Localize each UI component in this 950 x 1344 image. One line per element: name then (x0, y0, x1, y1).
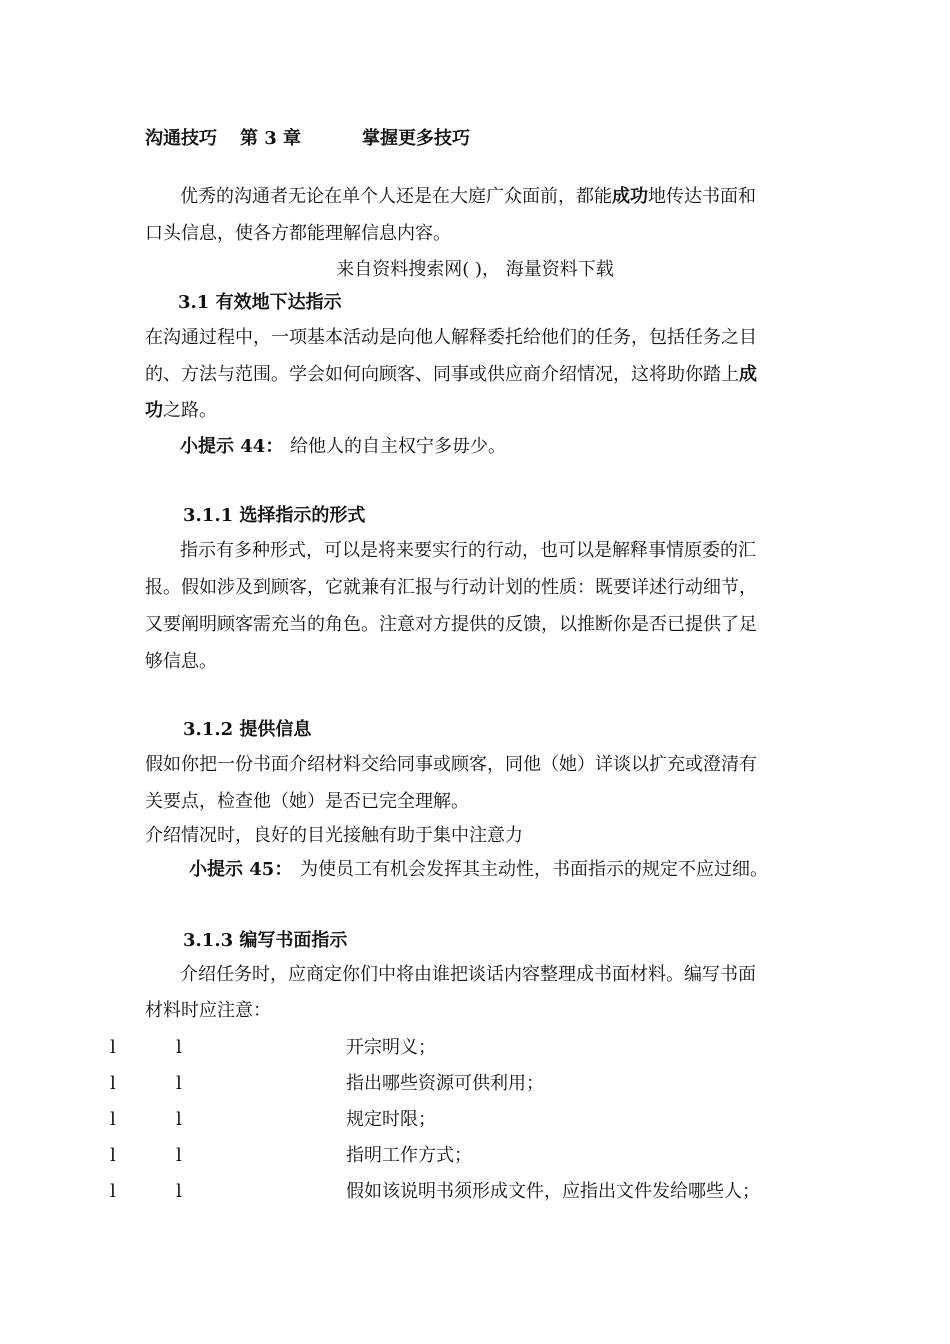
list-marker: l (176, 1181, 182, 1202)
header-chapter: 第 3 章 (240, 128, 302, 149)
list-marker: l (110, 1073, 116, 1094)
section-3-1-1-heading: 3.1.1 选择指示的形式 (183, 505, 366, 526)
section-3-1-line-3-emphasis: 功 (145, 400, 163, 421)
tip-45-label: 小提示 45： (189, 859, 293, 880)
section-3-1-1-line-3: 又要阐明顾客需充当的角色。注意对方提供的反馈，以推断你是否已提供了足 (145, 614, 757, 635)
list-item: 指出哪些资源可供利用； (346, 1073, 544, 1094)
section-3-1-line-3-text: 之路。 (163, 400, 217, 421)
list-marker: l (110, 1109, 116, 1130)
list-marker: l (176, 1037, 182, 1058)
section-3-1-2-line-3: 介绍情况时，良好的目光接触有助于集中注意力 (145, 825, 523, 846)
section-3-1-line-3 (145, 400, 217, 422)
list-marker: l (176, 1145, 182, 1166)
section-3-1-line-2 (145, 364, 757, 386)
section-3-1-2-line-1: 假如你把一份书面介绍材料交给同事或顾客，同他（她）详谈以扩充或澄清有 (145, 754, 757, 775)
section-3-1-line-1: 在沟通过程中，一项基本活动是向他人解释委托给他们的任务，包括任务之目 (145, 327, 757, 348)
section-3-1-2-line-2: 关要点，检查他（她）是否已完全理解。 (145, 791, 469, 812)
tip-44-label: 小提示 44： (180, 436, 284, 457)
section-3-1-line-2-emphasis: 成 (739, 364, 757, 385)
section-3-1-1-line-2: 报。假如涉及到顾客，它就兼有汇报与行动计划的性质：既要详述行动细节， (145, 577, 757, 598)
list-marker: l (110, 1145, 116, 1166)
header-book: 沟通技巧 (145, 128, 217, 149)
intro-emphasis: 成功 (612, 186, 648, 207)
list-item: 指明工作方式； (346, 1145, 472, 1166)
list-marker: l (110, 1181, 116, 1202)
intro-paragraph-line-2: 口头信息，使各方都能理解信息内容。 (145, 223, 451, 244)
section-3-1-3-heading: 3.1.3 编写书面指示 (183, 930, 348, 951)
list-item: 规定时限； (346, 1109, 436, 1130)
tip-44-text: 给他人的自主权宁多毋少。 (290, 436, 506, 457)
intro-paragraph-line-1 (180, 186, 756, 208)
section-3-1-3-line-1: 介绍任务时，应商定你们中将由谁把谈话内容整理成书面材料。编写书面 (180, 964, 756, 985)
intro-text-c: 地传达书面和 (648, 186, 756, 207)
section-3-1-2-heading: 3.1.2 提供信息 (183, 719, 312, 740)
section-3-1-3-line-2: 材料时应注意： (145, 1000, 271, 1021)
list-marker: l (176, 1073, 182, 1094)
header-title: 掌握更多技巧 (362, 128, 470, 149)
source-note: 来自资料搜索网( )， 海量资料下载 (336, 259, 614, 280)
section-3-1-1-line-4: 够信息。 (145, 651, 217, 672)
list-item: 假如该说明书须形成文件，应指出文件发给哪些人； (346, 1181, 760, 1202)
section-3-1-1-line-1: 指示有多种形式，可以是将来要实行的行动，也可以是解释事情原委的汇 (180, 540, 756, 561)
tip-45-text: 为使员工有机会发挥其主动性，书面指示的规定不应过细。 (300, 859, 768, 880)
intro-text-a: 优秀的沟通者无论在单个人还是在大庭广众面前，都能 (180, 186, 612, 207)
list-marker: l (110, 1037, 116, 1058)
section-3-1-heading: 3.1 有效地下达指示 (178, 292, 342, 313)
list-item: 开宗明义； (346, 1037, 436, 1058)
list-marker: l (176, 1109, 182, 1130)
section-3-1-line-2-text: 的、方法与范围。学会如何向顾客、同事或供应商介绍情况，这将助你踏上 (145, 364, 739, 385)
